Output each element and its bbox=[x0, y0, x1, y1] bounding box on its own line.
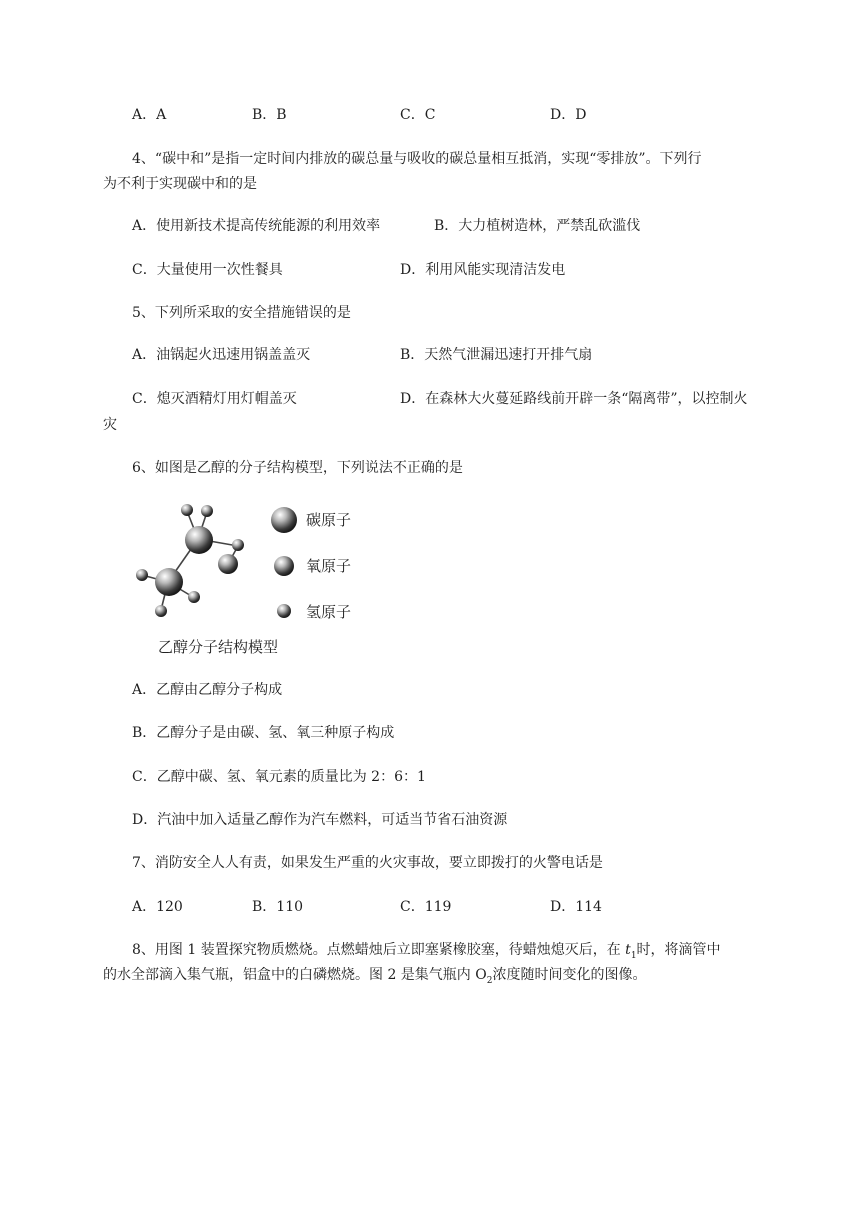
q6-option-a: A．乙醇由乙醇分子构成 bbox=[132, 682, 283, 698]
q7-option-a: A．120 bbox=[132, 899, 183, 915]
q6-stem: 6、如图是乙醇的分子结构模型，下列说法不正确的是 bbox=[132, 460, 463, 476]
q8-stem-line1 bbox=[132, 940, 721, 966]
hydrogen-atom bbox=[181, 504, 193, 516]
carbon-atom bbox=[155, 568, 183, 596]
ethanol-molecule-figure bbox=[128, 497, 368, 662]
figure-caption: 乙醇分子结构模型 bbox=[158, 638, 279, 656]
legend-carbon-label: 碳原子 bbox=[306, 511, 352, 529]
q5-option-d: D．在森林大火蔓延路线前开辟一条“隔离带”，以控制火 bbox=[400, 391, 748, 407]
q3-option-c: C．C bbox=[400, 107, 436, 123]
oxygen-atom bbox=[218, 554, 238, 574]
legend-hydrogen-label: 氢原子 bbox=[306, 603, 352, 621]
q3-option-b: B．B bbox=[252, 107, 287, 123]
q4-option-d: D．利用风能实现清洁发电 bbox=[400, 262, 566, 278]
q8-stem-line2-a: 的水全部滴入集气瓶，铝盒中的白磷燃烧。图 2 是集气瓶内 O bbox=[103, 967, 487, 983]
q6-option-d: D．汽油中加入适量乙醇作为汽车燃料，可适当节省石油资源 bbox=[132, 812, 508, 828]
hydrogen-atom bbox=[188, 591, 200, 603]
q5-option-d-cont: 灾 bbox=[103, 417, 117, 433]
q5-stem: 5、下列所采取的安全措施错误的是 bbox=[132, 305, 351, 321]
hydrogen-atom bbox=[136, 569, 148, 581]
q5-option-a: A．油锅起火迅速用锅盖盖灭 bbox=[132, 347, 311, 363]
q6-option-b: B．乙醇分子是由碳、氢、氧三种原子构成 bbox=[132, 725, 395, 741]
hydrogen-atom bbox=[232, 539, 244, 551]
q4-option-c: C．大量使用一次性餐具 bbox=[132, 262, 283, 278]
q8-t-var: t bbox=[625, 942, 631, 958]
hydrogen-atom bbox=[155, 605, 167, 617]
q5-option-b: B．天然气泄漏迅速打开排气扇 bbox=[400, 347, 593, 363]
q4-stem-line1: 4、“碳中和”是指一定时间内排放的碳总量与吸收的碳总量相互抵消，实现“零排放”。下列行 bbox=[132, 151, 702, 167]
q8-stem-line2-b: 浓度随时间变化的图像。 bbox=[492, 967, 647, 983]
q8-o-sub: 2 bbox=[486, 975, 493, 986]
q8-stem-line1-b: 时，将滴管中 bbox=[636, 942, 721, 958]
q3-option-a: A．A bbox=[132, 107, 167, 123]
q8-stem-line1-a: 8、用图 1 装置探究物质燃烧。点燃蜡烛后立即塞紧橡胶塞，待蜡烛熄灭后，在 bbox=[132, 942, 621, 958]
q7-stem: 7、消防安全人人有责，如果发生严重的火灾事故，要立即拨打的火警电话是 bbox=[132, 855, 603, 871]
legend-oxygen-ball bbox=[274, 556, 294, 576]
q7-option-c: C．119 bbox=[400, 899, 452, 915]
q7-option-b: B．110 bbox=[252, 899, 304, 915]
q7-option-d: D．114 bbox=[550, 899, 602, 915]
carbon-atom bbox=[185, 526, 213, 554]
q5-option-c: C．熄灭酒精灯用灯帽盖灭 bbox=[132, 391, 297, 407]
legend-hydrogen-ball bbox=[277, 604, 291, 618]
q8-stem-line2 bbox=[103, 965, 646, 991]
q4-option-b: B．大力植树造林，严禁乱砍滥伐 bbox=[434, 218, 641, 234]
q3-option-d: D．D bbox=[550, 107, 587, 123]
q4-stem-line2: 为不利于实现碳中和的是 bbox=[103, 176, 257, 192]
legend-carbon-ball bbox=[271, 507, 297, 533]
hydrogen-atom bbox=[201, 505, 213, 517]
q8-t-sub: 1 bbox=[630, 950, 637, 961]
q6-option-c: C．乙醇中碳、氢、氧元素的质量比为 2：6：1 bbox=[132, 769, 426, 785]
q4-option-a: A．使用新技术提高传统能源的利用效率 bbox=[132, 218, 381, 234]
legend-oxygen-label: 氧原子 bbox=[306, 557, 352, 575]
